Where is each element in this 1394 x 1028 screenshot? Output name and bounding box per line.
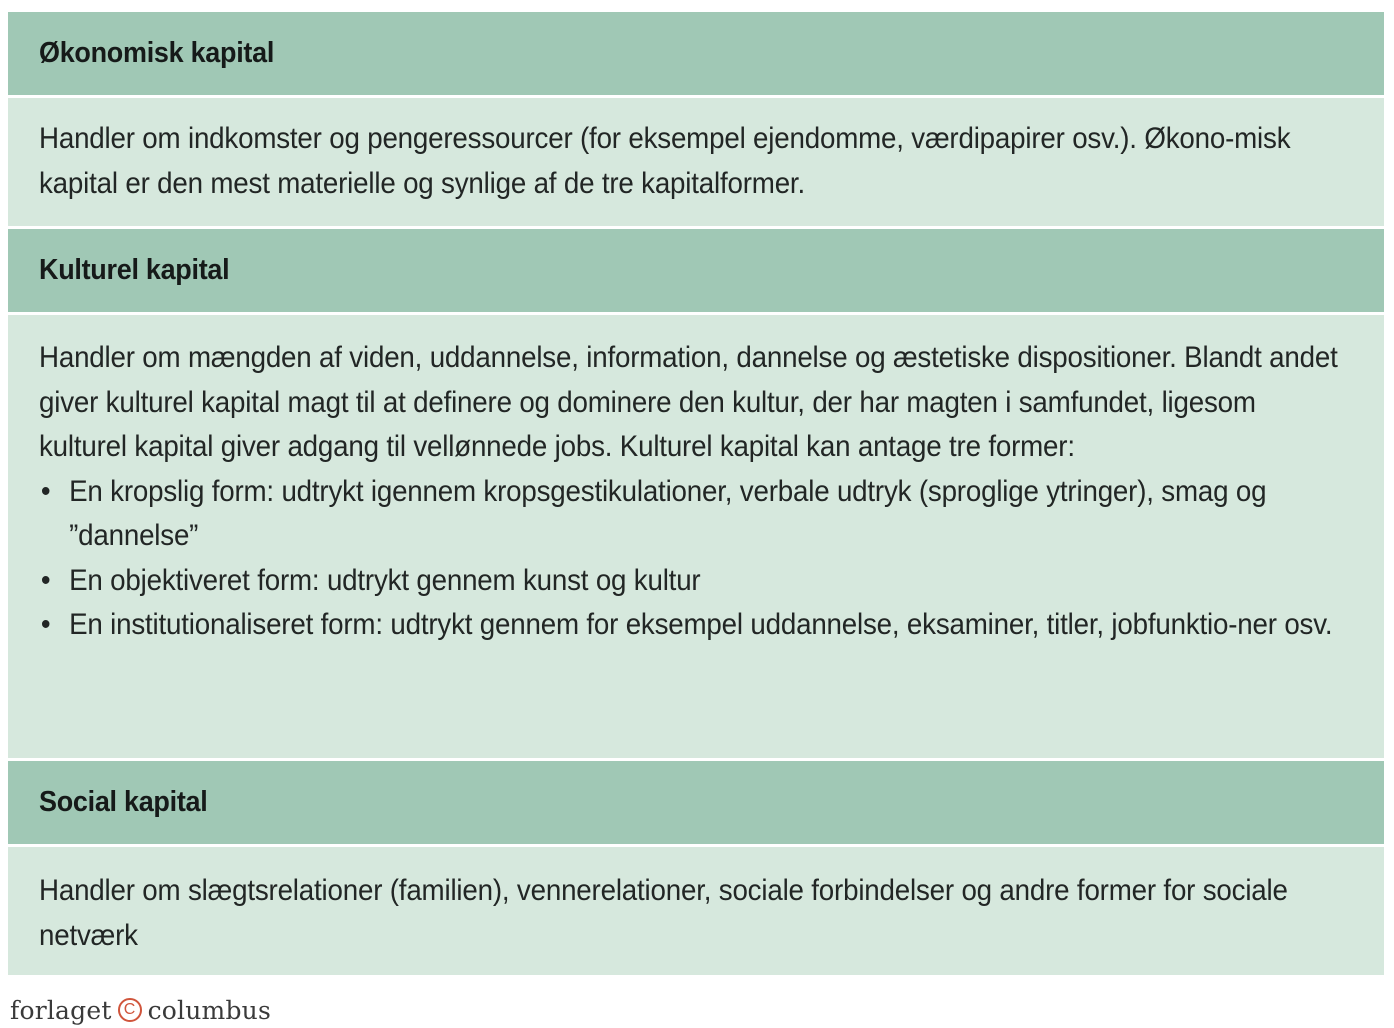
list-item-text: En kropslig form: udtrykt igennem kropsgestikulationer, verbale udtryk (sproglige ytringer), smag og ”dannelse”: [69, 474, 1267, 552]
capital-forms-table: [8, 12, 1384, 978]
bullet-icon: •: [40, 474, 51, 508]
copyright-icon: C: [118, 998, 142, 1022]
section-text-cultural: Handler om mængden af viden, uddannelse, information, dannelse og æstetiske dispositioner. Blandt andet giver kulturel kapital magt til at definere og dominere den kultur, der har magten i samfundet, ligesom kulturel kapital giver adgang til vellønnede jobs. Kulturel kapital kan antage tre former:: [39, 341, 1338, 463]
list-item-text: En institutionaliseret form: udtrykt gennem for eksempel uddannelse, eksaminer, titler, jobfunktio-ner osv.: [69, 608, 1333, 641]
list-item: [39, 559, 1349, 604]
publisher-name-right: columbus: [147, 995, 271, 1025]
section-text-social: Handler om slægtsrelationer (familien), vennerelationer, sociale forbindelser og andre former for sociale netværk: [39, 874, 1288, 952]
bullet-icon: •: [40, 563, 51, 597]
list-item: [39, 603, 1349, 648]
list-item: [39, 470, 1349, 559]
section-header-social: [8, 761, 1384, 844]
section-title-cultural: Kulturel kapital: [39, 254, 230, 286]
list-item-text: En objektiveret form: udtrykt gennem kunst og kultur: [69, 563, 701, 597]
section-body-cultural: [8, 315, 1384, 758]
section-title-economic: Økonomisk kapital: [39, 37, 275, 69]
section-text-economic: Handler om indkomster og pengeressourcer (for eksempel ejendomme, værdipapirer osv.). Økono-misk kapital er den mest materielle og synlige af de tre kapitalformer.: [39, 122, 1291, 200]
section-body-social: [8, 847, 1384, 975]
section-header-economic: [8, 12, 1384, 95]
publisher-name-left: forlaget: [10, 995, 112, 1025]
publisher-logo: [10, 994, 271, 1026]
section-body-economic: [8, 98, 1384, 226]
section-header-cultural: [8, 229, 1384, 312]
cultural-forms-list: [39, 470, 1349, 648]
bullet-icon: •: [40, 608, 51, 641]
section-title-social: Social kapital: [39, 786, 208, 818]
